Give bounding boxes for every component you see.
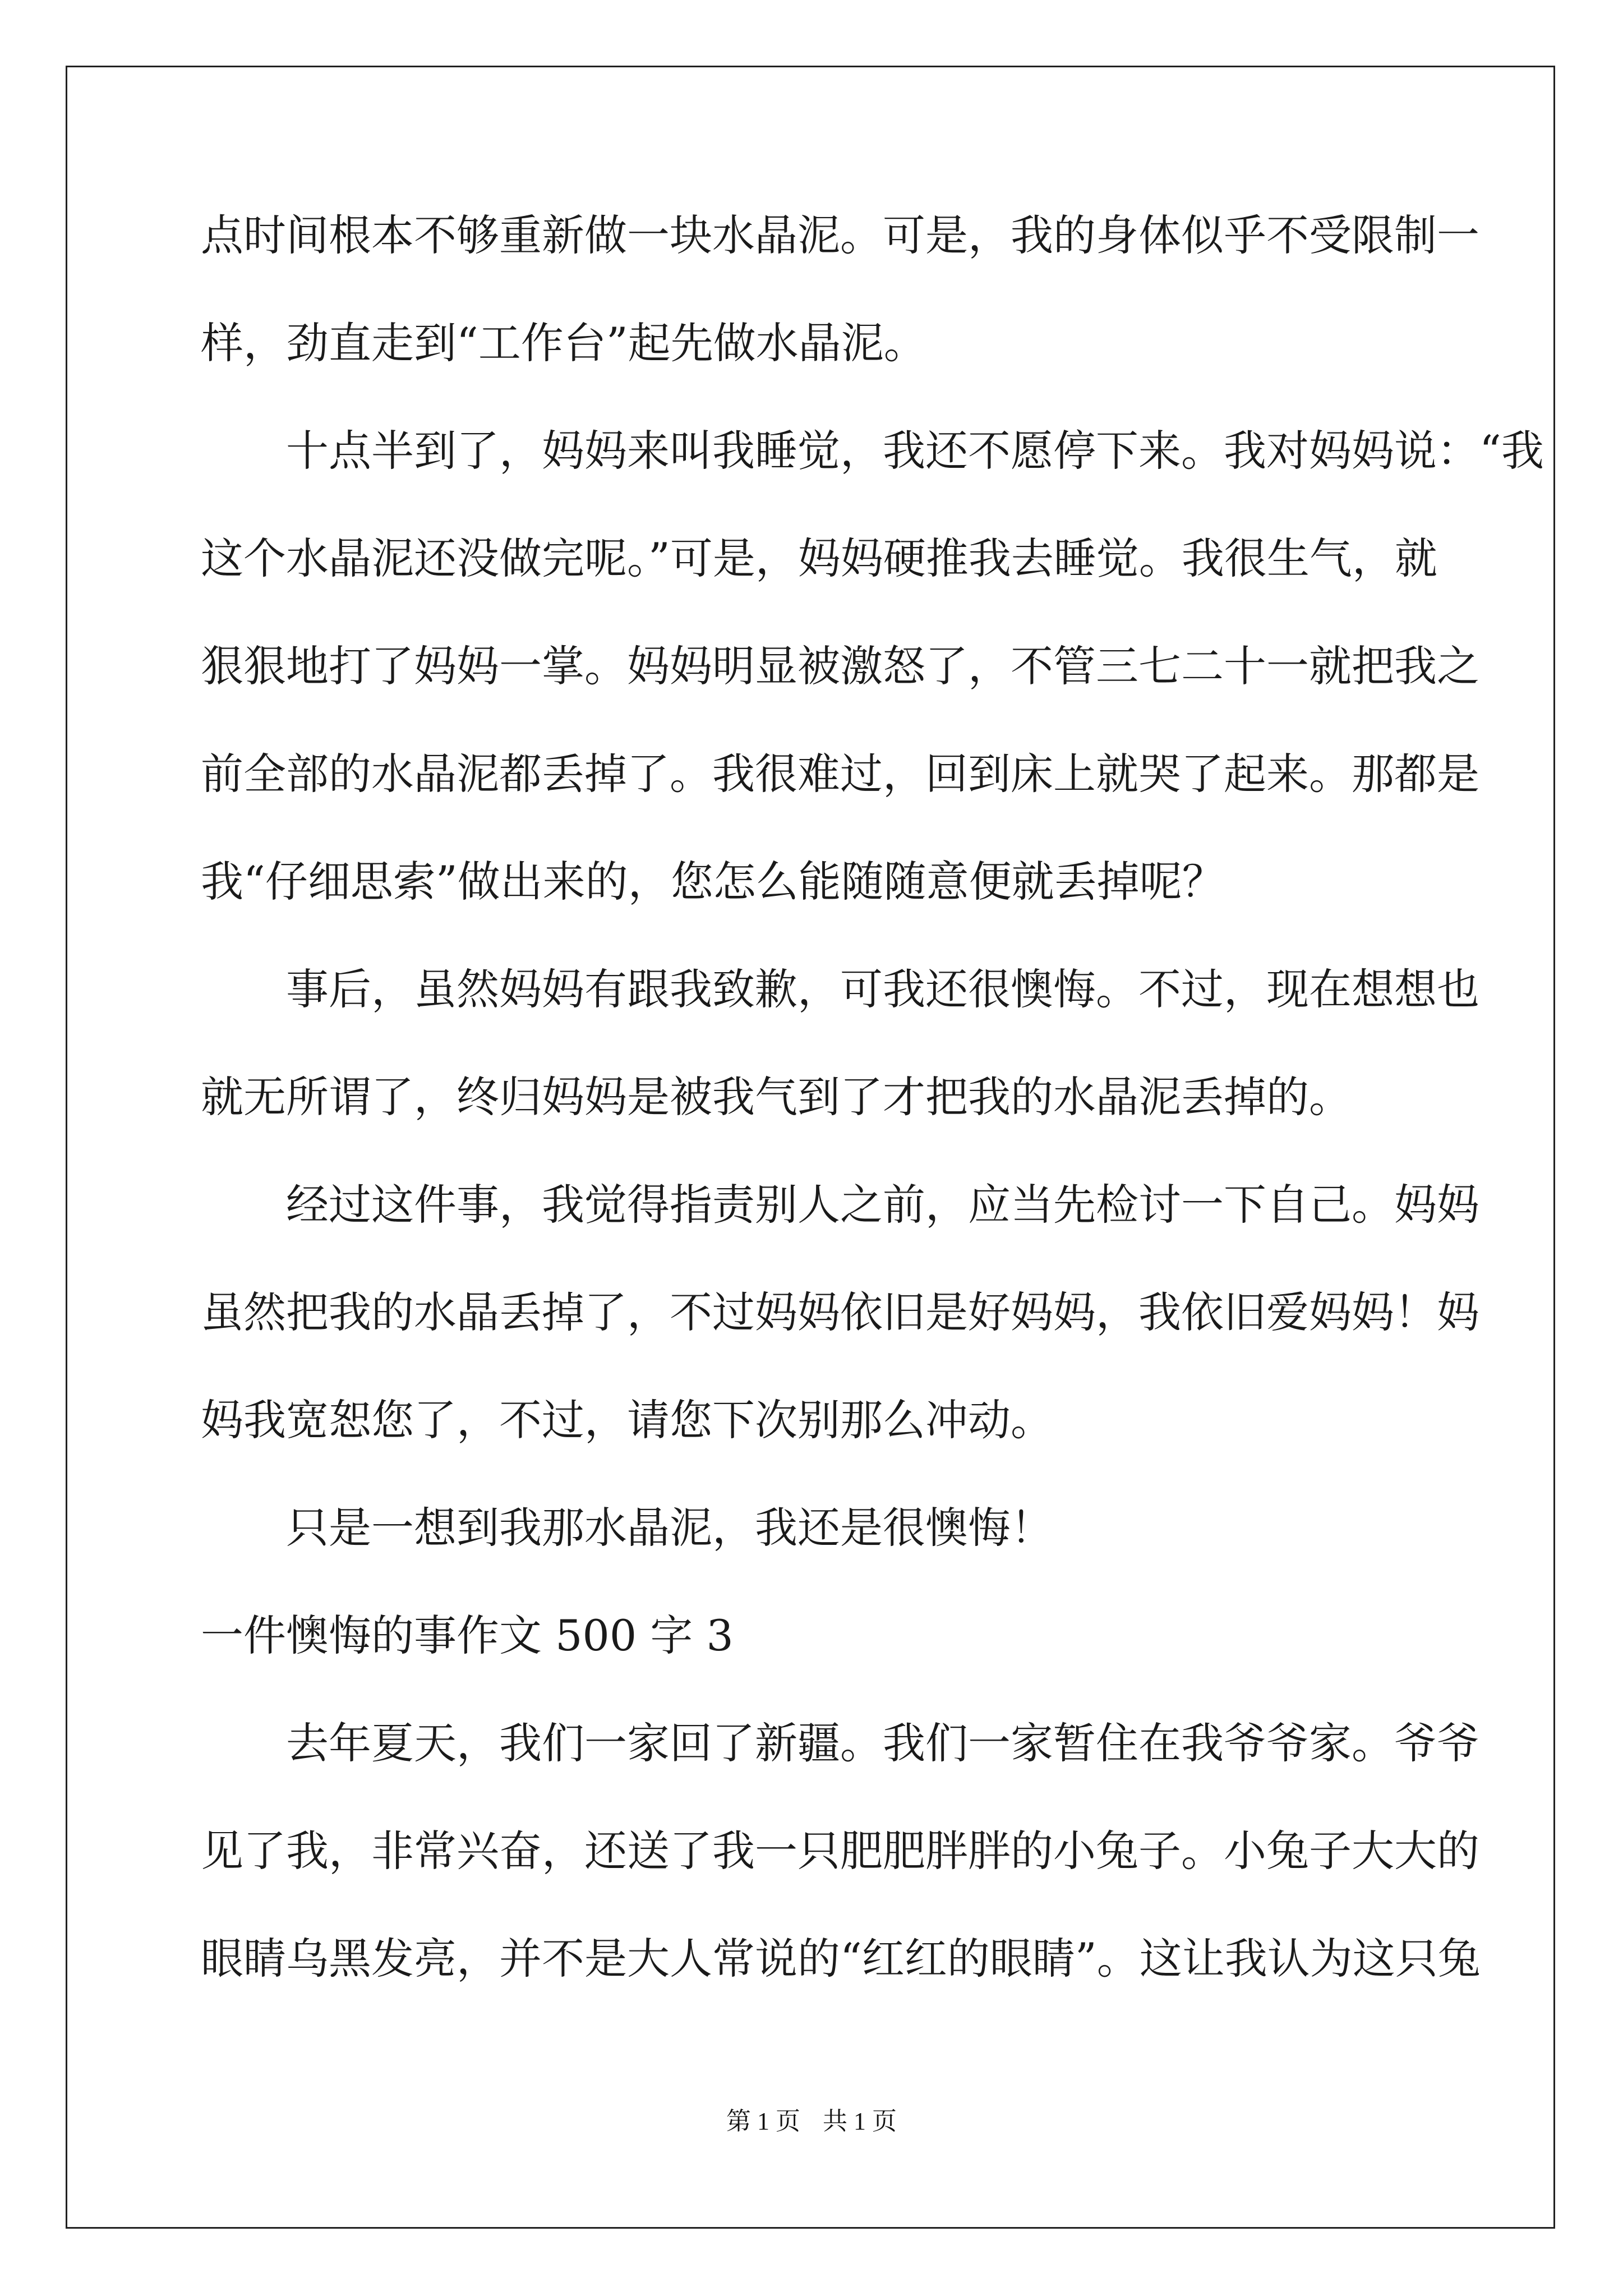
text-line: 事后，虽然妈妈有跟我致歉，可我还很懊悔。不过，现在想想也 (201, 964, 1479, 1014)
text-line: 见了我，非常兴奋，还送了我一只肥肥胖胖的小兔子。小兔子大大的 (201, 1826, 1479, 1876)
text-line: 只是一想到我那水晶泥，我还是很懊悔！ (201, 1503, 1053, 1553)
text-line: 虽然把我的水晶丢掉了，不过妈妈依旧是好妈妈，我依旧爱妈妈！妈 (201, 1287, 1479, 1337)
text-line: 点时间根本不够重新做一块水晶泥。可是，我的身体似乎不受限制一 (201, 210, 1479, 260)
text-line: 十点半到了，妈妈来叫我睡觉，我还不愿停下来。我对妈妈说：“我 (201, 426, 1544, 476)
page-footer (0, 2105, 1623, 2138)
text-line: 妈我宽恕您了，不过，请您下次别那么冲动。 (201, 1395, 1053, 1445)
text-line: 去年夏天，我们一家回了新疆。我们一家暂住在我爷爷家。爷爷 (201, 1718, 1479, 1768)
text-line: 经过这件事，我觉得指责别人之前，应当先检讨一下自己。妈妈 (201, 1180, 1479, 1230)
text-line: 眼睛乌黑发亮，并不是大人常说的“红红的眼睛”。这让我认为这只兔 (201, 1934, 1481, 1984)
text-line: 样，劲直走到“工作台”起先做水晶泥。 (201, 318, 926, 368)
text-line: 前全部的水晶泥都丢掉了。我很难过，回到床上就哭了起来。那都是 (201, 749, 1479, 799)
text-line: 就无所谓了，终归妈妈是被我气到了才把我的水晶泥丢掉的。 (201, 1072, 1352, 1122)
page-number: 第 1 页 (726, 2108, 800, 2135)
page-total: 共 1 页 (823, 2108, 897, 2135)
page-border (66, 66, 1555, 2229)
text-line: 这个水晶泥还没做完呢。”可是，妈妈硬推我去睡觉。我很生气，就 (201, 533, 1437, 583)
text-line: 我“仔细思索”做出来的，您怎么能随随意便就丢掉呢？ (201, 857, 1225, 907)
text-line: 狠狠地打了妈妈一掌。妈妈明显被激怒了，不管三七二十一就把我之 (201, 641, 1479, 691)
section-heading: 一件懊悔的事作文 500 字 3 (201, 1611, 734, 1660)
